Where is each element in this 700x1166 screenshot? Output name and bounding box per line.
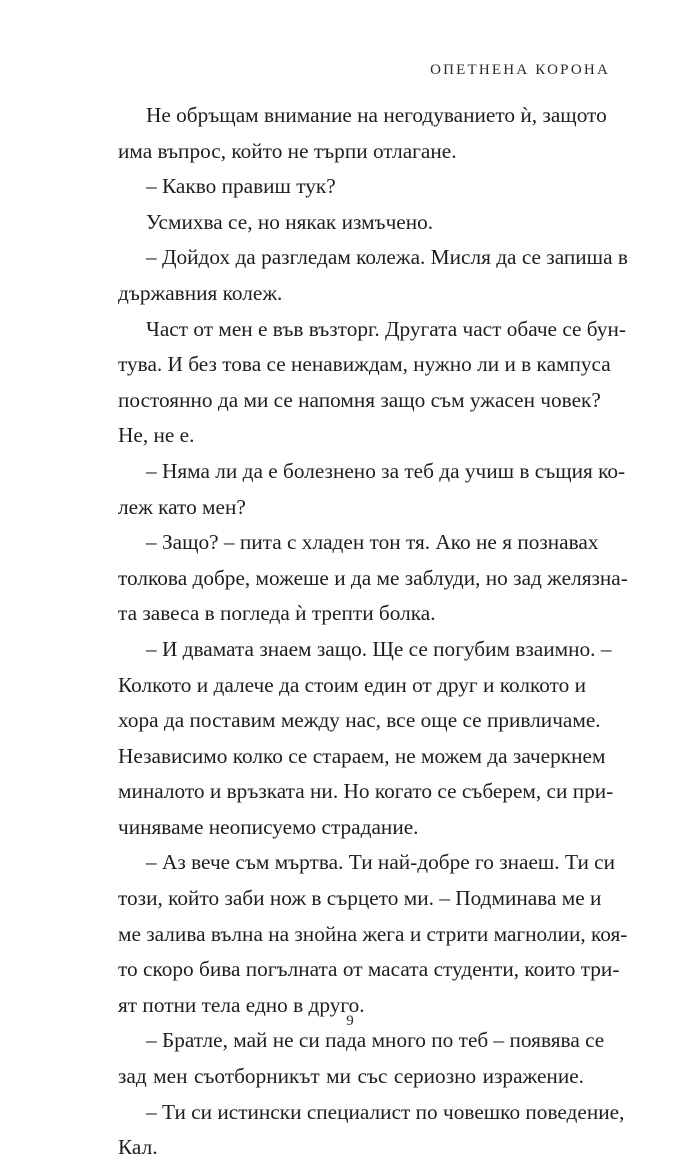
- text-line: ят потни тела едно в друго.: [118, 992, 365, 1017]
- text-line: държавния колеж.: [118, 280, 283, 305]
- text-line: толкова добре, можеше и да ме заблуди, но зад желязна-: [118, 565, 628, 590]
- text-line: този, който заби нож в сърцето ми. – Подминава ме и: [118, 886, 602, 911]
- running-head-title: ОПЕТНЕНА КОРОНА: [430, 62, 610, 78]
- text-line: – Аз вече съм мъртва. Ти най-добре го знаеш. Ти си: [146, 850, 616, 875]
- text-line: Не обръщам внимание на негодуванието ѝ, защото: [146, 103, 607, 127]
- text-line: – И двамата знаем защо. Ще се погубим взаимно. –: [146, 636, 612, 661]
- text-line: Усмихва се, но някак измъчено.: [146, 209, 434, 234]
- text-line: Кал.: [118, 1135, 158, 1160]
- text-line: леж като мен?: [118, 494, 246, 519]
- text-line: – Какво правиш тук?: [146, 174, 336, 199]
- text-line: ме залива вълна на знойна жега и стрити магнолии, коя-: [118, 921, 628, 946]
- text-line: та завеса в погледа ѝ трепти болка.: [118, 601, 436, 626]
- text-line: миналото и връзката ни. Но когато се съберем, си при-: [118, 779, 614, 804]
- text-line: тува. И без това се ненавиждам, нужно ли и в кампуса: [118, 352, 611, 377]
- text-line: – Дойдох да разгледам колежа. Мисля да се запиша в: [146, 245, 628, 270]
- text-line: то скоро бива погълната от масата студенти, които три-: [118, 957, 620, 982]
- text-line: има въпрос, който не търпи отлагане.: [118, 138, 457, 163]
- text-line: зад мен съотборникът ми със сериозно изражение.: [118, 1064, 584, 1089]
- text-line: хора да поставим между нас, все още се привличаме.: [118, 708, 601, 733]
- body-text: [118, 98, 628, 1166]
- text-line: – Защо? – пита с хладен тон тя. Ако не я познавах: [146, 530, 599, 555]
- page-number: 9: [346, 1013, 354, 1029]
- text-line: – Братле, май не си пада много по теб – появява се: [146, 1028, 605, 1053]
- text-line: Не, не е.: [118, 423, 195, 448]
- text-line: Независимо колко се стараем, не можем да зачеркнем: [118, 743, 606, 768]
- text-line: постоянно да ми се напомня защо съм ужасен човек?: [118, 387, 601, 412]
- text-line: Част от мен е във възторг. Другата част обаче се бун-: [146, 316, 626, 341]
- text-line: чиняваме неописуемо страдание.: [118, 814, 419, 839]
- text-line: – Няма ли да е болезнено за теб да учиш в същия ко-: [146, 458, 626, 483]
- text-line: Колкото и далече да стоим един от друг и колкото и: [118, 672, 586, 697]
- text-line: – Ти си истински специалист по човешко поведение,: [146, 1099, 625, 1124]
